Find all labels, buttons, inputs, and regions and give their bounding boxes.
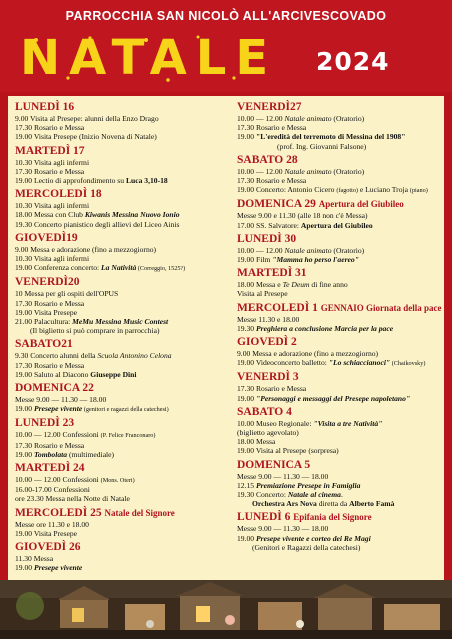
- event-line: (prof. Ing. Giovanni Falsone): [277, 141, 367, 151]
- event-line-part: Natale animato: [284, 245, 332, 255]
- event-line-part: 12.15: [237, 480, 256, 490]
- event-block: [237, 458, 442, 509]
- event-line-part: 18.00 Messa con Club: [15, 210, 85, 220]
- event-day: VENERDÌ27: [237, 101, 302, 113]
- event-label: Apertura del Giubileo: [318, 199, 404, 210]
- event-line: [237, 324, 442, 333]
- event-line: 17.30 Rosario e Messa: [237, 384, 307, 394]
- event-day: SABATO 4: [237, 405, 292, 418]
- event-block: [237, 197, 442, 229]
- event-line-part: "Lo schiaccianoci": [328, 358, 391, 368]
- event-line-part: 19.00 Videoconcerto balletto:: [237, 358, 329, 368]
- event-line: 19.00 Visita Presepe: [15, 307, 78, 317]
- event-heading: [15, 100, 229, 114]
- event-day: DOMENICA 22: [15, 382, 94, 395]
- event-line: 16.00-17.00 Confessioni: [15, 485, 90, 495]
- event-day: SABATO 28: [237, 153, 298, 166]
- event-line-part: 19.00 Conferenza concerto:: [15, 263, 102, 273]
- event-line: [237, 132, 442, 141]
- event-line-part: Presepe vivente: [33, 404, 83, 414]
- event-heading: [237, 370, 442, 384]
- title-year: 2024: [316, 47, 390, 76]
- event-line-part: 19.00: [237, 533, 256, 543]
- event-day: LUNEDÌ 6: [237, 511, 291, 524]
- event-heading: [237, 100, 442, 114]
- event-block: [15, 381, 229, 414]
- event-line-part: (Chaikovsky): [390, 360, 426, 368]
- event-line: [237, 185, 442, 195]
- event-line-part: 19.00: [15, 404, 34, 414]
- event-line: Messe 9.00 — 11.30 — 18.00: [15, 395, 107, 405]
- event-line: [15, 176, 229, 185]
- event-line-part: Premiazione Presepe in Famiglia: [255, 480, 361, 490]
- event-line: 17.30 Rosario e Messa: [15, 440, 85, 450]
- event-line-part: MeMu Messina Music Contest: [72, 317, 169, 327]
- event-line-part: Natale al cinema: [287, 490, 341, 500]
- event-line-part: (P. Felice Franconaro): [100, 432, 156, 440]
- event-heading: [237, 335, 442, 349]
- event-line: 19.00 Visita al Presepe (sorpresa): [237, 446, 339, 456]
- event-block: [15, 275, 229, 335]
- event-line-part: Giuseppe Dini: [90, 369, 137, 379]
- event-line-part: Te Deum: [282, 280, 310, 290]
- schedule-panel: [8, 96, 444, 580]
- event-block: [237, 405, 442, 456]
- event-line: 17.30 Rosario e Messa: [15, 298, 85, 308]
- event-line: Messe ore 11.30 e 18.00: [15, 519, 89, 529]
- event-line: 9.00 Visita al Presepe: alunni della Enzo Drago: [15, 114, 159, 123]
- event-line: 17.30 Rosario e Messa: [15, 166, 85, 176]
- event-heading: [237, 458, 442, 472]
- event-line-part: Preghiera a conclusione Marcia per la pace: [255, 323, 394, 333]
- event-day: MARTEDÌ 31: [237, 267, 307, 280]
- event-line-part: diretta da: [316, 499, 350, 509]
- event-block: [237, 510, 442, 552]
- event-line: [15, 450, 229, 459]
- event-block: [15, 540, 229, 572]
- header: [0, 0, 452, 92]
- event-heading: [15, 337, 229, 351]
- event-line-part: (Oratorio): [331, 166, 365, 176]
- event-line: 10 Messa per gli ospiti dell'OPUS: [15, 289, 119, 299]
- event-block: [15, 187, 229, 229]
- event-line: [15, 370, 229, 379]
- event-heading: [15, 416, 229, 430]
- event-line: (biglietto agevolato): [237, 428, 299, 438]
- event-line: [237, 481, 442, 490]
- event-line-part: 19.00 Lectio di approfondimento su: [15, 176, 126, 186]
- event-line-part: Apertura del Giubileo: [300, 220, 373, 230]
- event-line: [237, 394, 442, 403]
- event-line: 19.00 Visita Presepe: [15, 528, 78, 538]
- event-line-part: Presepe vivente: [33, 563, 83, 573]
- event-day: DOMENICA 5: [237, 458, 311, 471]
- event-day: VENERDÌ20: [15, 276, 80, 289]
- event-line: [15, 404, 229, 414]
- event-line: [237, 221, 442, 230]
- event-line-part: Tombolata: [33, 449, 68, 459]
- event-line-part: (fagotto): [336, 187, 358, 195]
- event-line-part: 10.00 — 12.00: [237, 245, 285, 255]
- event-heading: [237, 510, 442, 524]
- event-day: DOMENICA 29: [237, 198, 316, 211]
- parish-name: PARROCCHIA SAN NICOLÒ ALL'ARCIVESCOVADO: [65, 9, 387, 23]
- event-line-part: Scuola Antonino Celona: [97, 351, 172, 361]
- event-heading: [15, 231, 229, 245]
- event-line: [237, 167, 442, 176]
- event-line: Visita al Presepe: [237, 289, 288, 299]
- schedule-right-column: [237, 100, 442, 554]
- event-line: [15, 263, 229, 273]
- event-day: GIOVEDÌ19: [15, 231, 78, 244]
- event-line: [15, 317, 229, 326]
- event-line-part: 10.00 — 12.00 Confessioni: [15, 475, 101, 485]
- event-line: [15, 210, 229, 219]
- event-line-part: 10.00 Museo Regionale:: [237, 418, 314, 428]
- event-line-part: Orchestra Ars Nova: [252, 499, 317, 509]
- event-line: [15, 351, 229, 360]
- event-line-part: (piano): [409, 187, 428, 195]
- event-line-part: Alberto Famà: [349, 499, 395, 509]
- event-line-part: 9.30 Concerto alunni della: [15, 351, 98, 361]
- event-heading: [15, 461, 229, 475]
- title: NATALE: [20, 30, 278, 86]
- event-line-part: 19.00 Concerto: Antonio Cicero: [237, 185, 337, 195]
- event-line-part: 10.00 — 12.00: [237, 114, 285, 123]
- event-line: Messe 9.00 e 11.30 (alle 18 non c'è Messa): [237, 211, 368, 221]
- event-block: [237, 370, 442, 402]
- event-heading: [237, 153, 442, 167]
- event-line: [237, 114, 442, 123]
- event-day: LUNEDÌ 23: [15, 417, 75, 430]
- event-line-part: 18.00 Messa e: [237, 280, 283, 290]
- event-line-part: e Luciano Troja: [358, 185, 410, 195]
- event-line-part: 21.00 Palacultura:: [15, 317, 73, 327]
- event-line: 19.00 Visita Presepe (Inizio Novena di Natale): [15, 132, 157, 142]
- event-line: 10.30 Visita agli infermi: [15, 201, 90, 211]
- event-line-part: 19.00: [237, 393, 256, 403]
- event-line: 19.30 Concerto pianistico degli allievi del Liceo Ainis: [15, 219, 180, 229]
- event-block: [15, 231, 229, 274]
- event-label: Epifania del Signore: [293, 512, 372, 523]
- event-label: GENNAIO Giornata della pace: [320, 302, 442, 313]
- event-line-part: "Personaggi e messaggi del Presepe napoletano": [255, 393, 411, 403]
- event-heading: [15, 506, 229, 520]
- event-heading: [15, 187, 229, 201]
- event-heading: [15, 275, 229, 289]
- event-block: [15, 337, 229, 379]
- event-day: LUNEDÌ 16: [15, 101, 75, 113]
- nativity-scene-drawing: [0, 580, 452, 639]
- event-line: [15, 430, 229, 440]
- event-line: 17.30 Rosario e Messa: [15, 123, 85, 133]
- event-heading: [237, 266, 442, 280]
- event-day: MERCOLEDÌ 18: [15, 188, 102, 201]
- event-line: (Genitori e Ragazzi della catechesi): [252, 542, 361, 552]
- event-day: MARTEDÌ 24: [15, 462, 85, 475]
- event-line-part: 19.00: [15, 449, 34, 459]
- event-line-part: Natale animato: [284, 166, 332, 176]
- event-block: [237, 335, 442, 368]
- event-heading: [237, 197, 442, 211]
- event-heading: [237, 405, 442, 419]
- event-line-part: 10.00 — 12.00 Confessioni: [15, 430, 101, 440]
- event-line-part: "Visita a tre Natività": [313, 418, 383, 428]
- event-line: ore 23.30 Messa nella Notte di Natale: [15, 494, 130, 504]
- event-line: 10.30 Visita agli infermi: [15, 254, 90, 264]
- event-line-part: Kiwanis Messina Nuovo Ionio: [84, 210, 180, 220]
- event-line-part: 19.30 Concerto:: [237, 490, 288, 500]
- event-line: 18.00 Messa: [237, 437, 276, 447]
- event-line-part: .: [340, 490, 343, 500]
- event-line-part: "Mamma ho perso l'aereo": [272, 255, 359, 265]
- event-line: 17.30 Rosario e Messa: [237, 123, 307, 133]
- event-line-part: (multimediale): [67, 449, 115, 459]
- event-line: Messe 11.30 e 18.00: [237, 314, 300, 324]
- event-line-part: (Oratorio): [331, 245, 365, 255]
- event-block: [237, 100, 442, 151]
- event-line-part: 19.00 Saluto al Diacono: [15, 369, 91, 379]
- event-line: [237, 255, 442, 264]
- event-line: (Il biglietto si può comprare in parrocchia): [30, 326, 160, 336]
- event-line: [237, 419, 442, 428]
- event-line-part: Presepe vivente e corteo dei Re Magi: [255, 533, 371, 543]
- event-line-part: (Oratorio): [331, 114, 365, 123]
- event-block: [15, 416, 229, 459]
- event-line-part: 10.00 — 12.00: [237, 166, 285, 176]
- event-line: Messe 9.00 — 11.30 — 18.00: [237, 471, 329, 481]
- event-day: LUNEDÌ 30: [237, 232, 297, 245]
- event-line-part: Luca 3,10-18: [125, 176, 168, 186]
- event-line: [15, 563, 229, 572]
- event-line: [237, 534, 442, 543]
- event-block: [15, 144, 229, 186]
- event-line: 9.00 Messa e adorazione (fino a mezzogiorno): [237, 349, 379, 359]
- event-heading: [237, 232, 442, 246]
- event-block: [15, 506, 229, 538]
- event-label: Natale del Signore: [104, 507, 175, 518]
- event-heading: [15, 381, 229, 395]
- event-line-part: (genitori e ragazzi della catechesi): [82, 406, 169, 414]
- event-day: SABATO21: [15, 338, 73, 351]
- event-heading: [237, 301, 442, 315]
- schedule-left-column: [15, 100, 229, 575]
- event-line-part: (Mons. Oteri): [100, 477, 135, 485]
- event-line-part: 19.30: [237, 323, 256, 333]
- event-day: MARTEDÌ 17: [15, 144, 85, 157]
- nativity-scene-image: [0, 580, 452, 639]
- event-line: Messe 9.00 — 11.30 — 18.00: [237, 524, 329, 534]
- event-line: [237, 358, 442, 368]
- event-line: 10.30 Visita agli infermi: [15, 157, 90, 167]
- event-line: [237, 499, 442, 508]
- event-day: MERCOLEDÌ 1: [237, 301, 318, 314]
- event-day: VENERDÌ 3: [237, 371, 299, 384]
- event-line-part: Natale animato: [284, 114, 332, 123]
- event-line-part: 19.00: [237, 132, 256, 142]
- event-line: [15, 475, 229, 485]
- event-block: [15, 461, 229, 504]
- event-line-part: La Natività: [101, 263, 137, 273]
- event-line-part: 19.00 Film: [237, 255, 273, 265]
- event-line-part: 19.00: [15, 563, 34, 573]
- event-line: 17.30 Rosario e Messa: [15, 360, 85, 370]
- event-block: [237, 301, 442, 333]
- event-line: 9.00 Messa e adorazione (fino a mezzogiorno): [15, 244, 157, 254]
- event-block: [237, 153, 442, 196]
- event-day: GIOVEDÌ 26: [15, 541, 81, 554]
- event-block: [15, 100, 229, 142]
- event-line-part: di fine anno: [309, 280, 348, 290]
- event-heading: [15, 540, 229, 554]
- event-block: [237, 266, 442, 298]
- event-line: [237, 280, 442, 289]
- event-day: GIOVEDÌ 2: [237, 336, 297, 349]
- event-line: 17.30 Rosario e Messa: [237, 176, 307, 186]
- event-line-part: "L'eredità del terremoto di Messina del 1908": [255, 132, 406, 142]
- event-line: 11.30 Messa: [15, 554, 54, 564]
- event-line-part: (Correggio, 1525?): [136, 265, 186, 273]
- event-line-part: 17.00 SS. Salvatore:: [237, 220, 301, 230]
- event-block: [237, 232, 442, 264]
- event-heading: [15, 144, 229, 158]
- event-line: [237, 490, 442, 499]
- event-line: [237, 246, 442, 255]
- event-day: MERCOLEDÌ 25: [15, 506, 102, 519]
